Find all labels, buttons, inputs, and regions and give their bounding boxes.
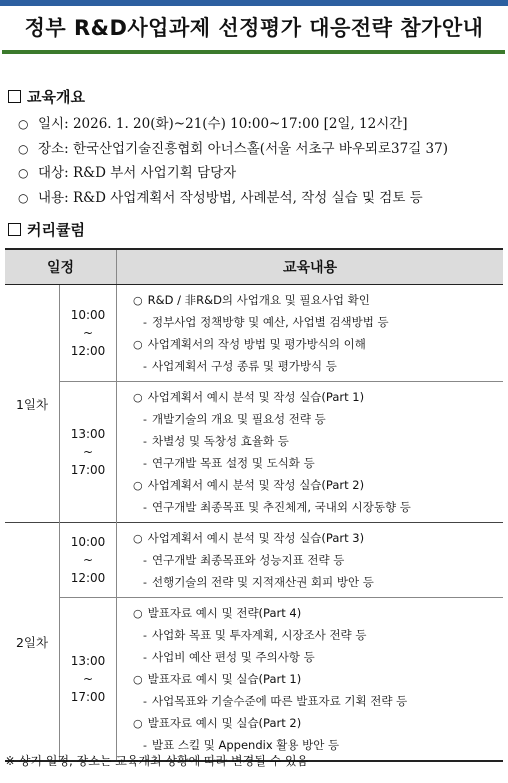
curriculum-heading-text: 커리큘럼 <box>27 221 85 239</box>
circle-bullet-icon: ○ <box>18 190 29 205</box>
content-text: 발표자료 예시 및 실습(Part 1) <box>147 672 302 686</box>
content-subitem <box>133 690 503 712</box>
time-cell <box>60 598 117 762</box>
dash-bullet-icon: - <box>143 360 147 373</box>
table-header-row <box>5 249 503 285</box>
dash-bullet-icon: - <box>143 629 147 642</box>
overview-item-value: R&D 사업계획서 작성방법, 사례분석, 작성 실습 및 검토 등 <box>72 189 423 206</box>
content-subitem <box>133 496 503 518</box>
dash-bullet-icon: - <box>143 435 147 448</box>
content-subitem <box>133 549 503 571</box>
content-subitem <box>133 571 503 593</box>
overview-heading <box>8 86 85 107</box>
label-separator: : <box>64 165 73 181</box>
time-cell <box>60 382 117 523</box>
overview-item-value: R&D 부서 사업기획 담당자 <box>72 165 237 181</box>
day-cell: 1일차 <box>5 285 60 523</box>
circle-bullet-icon: ○ <box>18 117 29 131</box>
circle-bullet-icon: ○ <box>133 607 143 620</box>
end-time: 12:00 <box>70 571 106 585</box>
content-text: 차별성 및 독창성 효율화 등 <box>151 434 289 448</box>
time-range-tilde: ~ <box>82 553 94 567</box>
content-text: 연구개발 최종목표 및 추진체계, 국내외 시장동향 등 <box>151 500 411 514</box>
content-text: 사업계획서 구성 종류 및 평가방식 등 <box>151 359 337 373</box>
circle-bullet-icon: ○ <box>133 338 143 351</box>
circle-bullet-icon: ○ <box>133 673 143 686</box>
page-title: 정부 R&D사업과제 선정평가 대응전략 참가안내 <box>24 16 484 40</box>
content-item <box>133 527 503 549</box>
content-subitem <box>133 646 503 668</box>
content-subitem <box>133 408 503 430</box>
content-text: 사업계획서의 작성 방법 및 평가방식의 이해 <box>147 337 366 351</box>
start-time: 13:00 <box>70 654 106 668</box>
content-text: 사업계획서 예시 분석 및 작성 실습(Part 3) <box>147 531 365 545</box>
time-cell <box>60 523 117 598</box>
end-time: 17:00 <box>70 463 106 477</box>
overview-item-value: 2026. 1. 20(화)~21(수) 10:00~17:00 [2일, 12시간] <box>72 116 408 132</box>
overview-item-label: 내용 <box>38 189 65 206</box>
overview-item <box>18 137 503 162</box>
content-item <box>133 474 503 496</box>
start-time: 10:00 <box>70 535 106 549</box>
table-row <box>5 382 503 523</box>
label-separator: : <box>64 140 73 157</box>
content-item <box>133 712 503 734</box>
content-text: 발표자료 예시 및 실습(Part 2) <box>147 716 302 730</box>
curriculum-heading <box>8 219 85 240</box>
start-time: 13:00 <box>70 427 106 441</box>
content-text: 발표 스킬 및 Appendix 활용 방안 등 <box>151 738 340 752</box>
label-separator: : <box>64 116 73 132</box>
circle-bullet-icon: ○ <box>18 166 29 180</box>
circle-bullet-icon: ○ <box>18 141 29 156</box>
time-range-tilde: ~ <box>82 326 94 340</box>
dash-bullet-icon: - <box>143 413 147 426</box>
overview-item <box>18 161 503 186</box>
circle-bullet-icon: ○ <box>133 532 143 545</box>
schedule-column-header: 일정 <box>5 249 117 285</box>
overview-item-label: 대상 <box>38 165 65 181</box>
time-range-tilde: ~ <box>82 672 94 686</box>
content-item <box>133 386 503 408</box>
dash-bullet-icon: - <box>143 316 147 329</box>
title-banner <box>0 0 508 56</box>
content-text: 사업화 목표 및 투자계획, 시장조사 전략 등 <box>151 628 367 642</box>
content-text: 정부사업 정책방향 및 예산, 사업별 검색방법 등 <box>151 315 389 329</box>
content-subitem <box>133 430 503 452</box>
title-top-bar <box>0 0 508 6</box>
content-item <box>133 602 503 624</box>
dash-bullet-icon: - <box>143 457 147 470</box>
start-time: 10:00 <box>70 308 106 322</box>
title-bottom-bar <box>2 50 505 54</box>
circle-bullet-icon: ○ <box>133 391 143 404</box>
overview-item-label: 일시 <box>38 116 65 132</box>
content-text: 선행기술의 전략 및 지적재산권 회피 방안 등 <box>151 575 374 589</box>
content-cell <box>117 285 504 382</box>
content-item <box>133 289 503 311</box>
content-text: 사업목표와 기술수준에 따른 발표자료 기획 전략 등 <box>151 694 408 708</box>
day-cell: 2일차 <box>5 523 60 762</box>
overview-item-label: 장소 <box>38 140 65 157</box>
content-cell <box>117 598 504 762</box>
footnote: ※ 상기 일정, 장소는 교육개최 상황에 따라 변경될 수 있음 <box>5 754 309 768</box>
content-text: 연구개발 최종목표와 성능지표 전략 등 <box>151 553 345 567</box>
overview-item <box>18 112 503 137</box>
content-text: 연구개발 목표 설정 및 도식화 등 <box>151 456 315 470</box>
dash-bullet-icon: - <box>143 554 147 567</box>
dash-bullet-icon: - <box>143 739 147 752</box>
content-subitem <box>133 624 503 646</box>
overview-list <box>18 112 503 210</box>
overview-item <box>18 186 503 211</box>
dash-bullet-icon: - <box>143 695 147 708</box>
curriculum-table <box>5 248 503 762</box>
table-row <box>5 285 503 382</box>
content-text: 사업계획서 예시 분석 및 작성 실습(Part 1) <box>147 390 365 404</box>
dash-bullet-icon: - <box>143 651 147 664</box>
time-cell <box>60 285 117 382</box>
content-text: 발표자료 예시 및 전략(Part 4) <box>147 606 302 620</box>
end-time: 17:00 <box>70 690 106 704</box>
circle-bullet-icon: ○ <box>133 294 143 307</box>
overview-heading-text: 교육개요 <box>27 88 85 106</box>
table-row <box>5 523 503 598</box>
dash-bullet-icon: - <box>143 576 147 589</box>
circle-bullet-icon: ○ <box>133 717 143 730</box>
checkbox-square-icon <box>8 90 21 103</box>
content-cell <box>117 382 504 523</box>
content-item <box>133 333 503 355</box>
label-separator: : <box>64 189 73 206</box>
time-range-tilde: ~ <box>82 445 94 459</box>
circle-bullet-icon: ○ <box>133 479 143 492</box>
content-text: 개발기술의 개요 및 필요성 전략 등 <box>151 412 326 426</box>
checkbox-square-icon <box>8 223 21 236</box>
dash-bullet-icon: - <box>143 501 147 514</box>
content-subitem <box>133 452 503 474</box>
content-text: 사업비 예산 편성 및 주의사항 등 <box>151 650 315 664</box>
content-item <box>133 668 503 690</box>
content-cell <box>117 523 504 598</box>
table-row <box>5 598 503 762</box>
content-subitem <box>133 355 503 377</box>
content-column-header: 교육내용 <box>117 249 504 285</box>
end-time: 12:00 <box>70 344 106 358</box>
content-subitem <box>133 311 503 333</box>
overview-item-value: 한국산업기술진흥협회 아너스홀(서울 서초구 바우뫼로37길 37) <box>72 140 448 157</box>
content-text: R&D / 非R&D의 사업개요 및 필요사업 확인 <box>147 293 370 307</box>
content-text: 사업계획서 예시 분석 및 작성 실습(Part 2) <box>147 478 365 492</box>
